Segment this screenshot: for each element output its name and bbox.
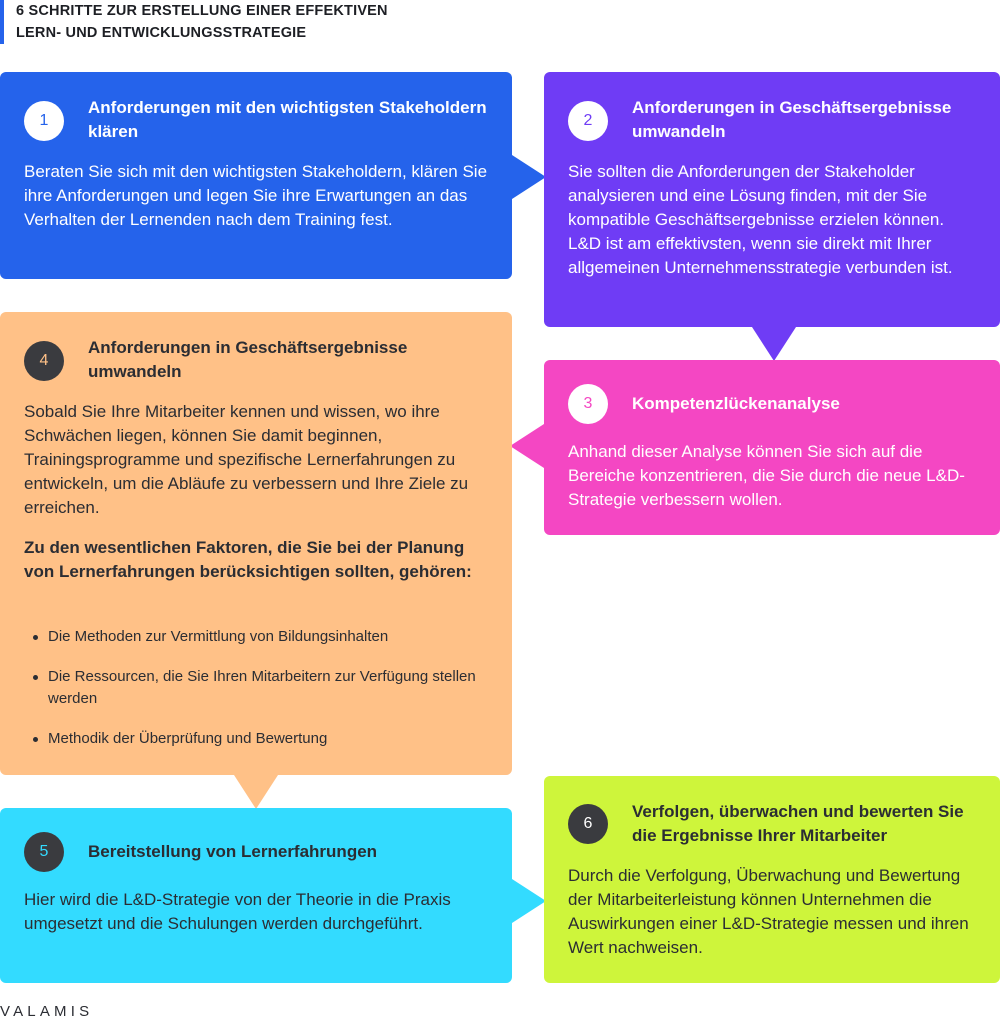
step-number-badge: 3 xyxy=(568,384,608,424)
factors-heading: Zu den wesentlichen Faktoren, die Sie bei der Planung von Lernerfahrungen berücksichtigen sollten, gehören: xyxy=(24,538,472,581)
arrow-left-connector xyxy=(510,424,544,468)
step-description: Sobald Sie Ihre Mitarbeiter kennen und wissen, wo ihre Schwächen liegen, können Sie damit beginnen, Trainingsprogramme und spezifische Lernerfahrungen zu entwickeln, um die Abläufe zu verbessern und Ihre Ziele zu erreichen. xyxy=(24,402,469,517)
step-card-1 xyxy=(0,72,512,279)
step-description: Beraten Sie sich mit den wichtigsten Stakeholdern, klären Sie ihre Anforderungen und legen Sie ihre Erwartungen an das Verhalten der Lernenden nach dem Training fest. xyxy=(24,162,488,229)
step-title: Bereitstellung von Lernerfahrungen xyxy=(88,842,378,861)
valamis-logo: VALAMIS xyxy=(0,1003,94,1020)
arrow-right-connector xyxy=(512,155,546,199)
step-number-badge: 6 xyxy=(568,804,608,844)
step-title: Anforderungen in Geschäftsergebnisse umwandeln xyxy=(88,338,408,381)
list-item: Die Ressourcen, die Sie Ihren Mitarbeitern zur Verfügung stellen werden xyxy=(24,666,476,710)
page-title xyxy=(0,0,388,44)
step-description: Durch die Verfolgung, Überwachung und Bewertung der Mitarbeiterleistung können Unternehmen die Auswirkungen einer L&D-Strategie messen und ihren Wert nachweisen. xyxy=(568,866,969,957)
step-description: Anhand dieser Analyse können Sie sich auf die Bereiche konzentrieren, die Sie durch die neue L&D-Strategie verbessern wollen. xyxy=(568,442,965,509)
page-title-line-1: 6 SCHRITTE ZUR ERSTELLUNG EINER EFFEKTIVEN xyxy=(16,3,388,19)
step-title: Verfolgen, überwachen und bewerten Sie die Ergebnisse Ihrer Mitarbeiter xyxy=(632,802,964,845)
step-title: Anforderungen in Geschäftsergebnisse umwandeln xyxy=(632,98,952,141)
step-number-badge: 5 xyxy=(24,832,64,872)
step-description: Hier wird die L&D-Strategie von der Theorie in die Praxis umgesetzt und die Schulungen werden durchgeführt. xyxy=(24,890,451,933)
factors-list xyxy=(24,626,476,750)
arrow-down-connector xyxy=(752,327,796,361)
step-title: Anforderungen mit den wichtigsten Stakeholdern klären xyxy=(88,98,487,141)
step-card-3 xyxy=(544,360,1000,535)
arrow-down-connector xyxy=(234,775,278,809)
list-item: Die Methoden zur Vermittlung von Bildungsinhalten xyxy=(24,626,476,648)
step-description: Sie sollten die Anforderungen der Stakeholder analysieren und eine Lösung finden, mit der Sie kompatible Geschäftsergebnisse erzielen können. L&D ist am effektivsten, wenn sie direkt mit Ihrer allgemeinen Unternehmensstrategie verbunden ist. xyxy=(568,162,953,277)
list-item: Methodik der Überprüfung und Bewertung xyxy=(24,728,476,750)
step-number-badge: 2 xyxy=(568,101,608,141)
arrow-right-connector xyxy=(512,879,546,923)
step-card-4 xyxy=(0,312,512,775)
step-card-6 xyxy=(544,776,1000,983)
step-number-badge: 4 xyxy=(24,341,64,381)
page-title-line-2: LERN- UND ENTWICKLUNGSSTRATEGIE xyxy=(16,25,307,41)
step-number-badge: 1 xyxy=(24,101,64,141)
step-card-2 xyxy=(544,72,1000,327)
step-card-5 xyxy=(0,808,512,983)
step-title: Kompetenzlückenanalyse xyxy=(632,394,840,413)
